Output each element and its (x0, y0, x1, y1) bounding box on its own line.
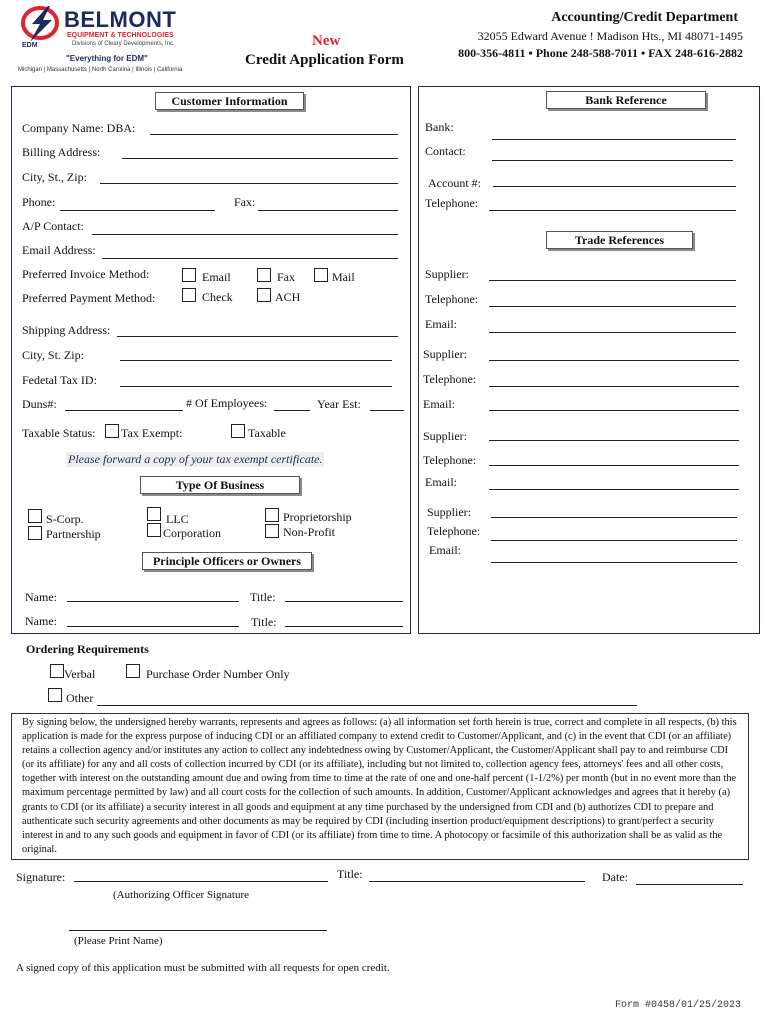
invoice-email-checkbox[interactable] (182, 268, 196, 282)
agreement-text: By signing below, the undersigned hereby warrants, represents and agrees as follows: (a) all information set forth herein is true, correct and complete in all respects, (b) this application is made for the express purpose of inducing CDI or an affiliated company to extend credit to Customer/Applicant, and (c) in the event that CDI (or an affiliate) retains a collection agency and/or institutes any action to collect any indebtedness owing by Customer/Applicant, the Customer/Applicant shall pay to and reimburse CDI (or its affiliate) for any and all costs of collection incurred by CDI (or its affiliate), including but not limited to, collection agency fees, attorneys' fees and all other costs, together with interest on the outstanding amount due and owing from time to time at the rate of one and one-half percent (1-1/2%) per month (but in no event more than the maximum percentage permitted by law) and all court costs for the collection of such amounts. In addition, Customer/Applicant acknowledges and agrees that it hereby (a) grants to CDI (or its affiliate) a security interest in all goods and equipment at any time purchased by the undersigned from CDI and (b) authorizes CDI to prepare and authenticate such security agreements and other documents as may be required by CDI (including insertion product/equipment descriptions) to grant/perfect a security interest in and to any such goods and equipment in favor of CDI (or its affiliate) from time to time. A photocopy or facsimile of this authorization shall be as valid as the original. (22, 717, 737, 855)
employees-label: # Of Employees: (186, 396, 268, 410)
fax-label: Fax: (234, 195, 256, 209)
address: 32055 Edward Avenue ! Madison Hts., MI 48071-1495 (477, 29, 743, 43)
bank-telephone-label: Telephone: (425, 196, 479, 210)
phone-label: Phone: (22, 195, 56, 209)
supplier-telephone-label-2: Telephone: (423, 372, 477, 386)
ordering-requirements-heading: Ordering Requirements (26, 642, 149, 656)
company-name-label: Company Name: DBA: (22, 121, 136, 135)
corporation-checkbox[interactable] (147, 523, 161, 537)
partnership-checkbox[interactable] (28, 526, 42, 540)
bank-contact-label: Contact: (425, 144, 466, 158)
payment-check-checkbox[interactable] (182, 288, 196, 302)
corporation-label: Corporation (163, 526, 221, 540)
fax-field[interactable] (258, 210, 398, 211)
officer-name-field-2[interactable] (67, 626, 239, 627)
supplier-email-label-2: Email: (423, 397, 455, 411)
federal-tax-id-label: Fedetal Tax ID: (22, 373, 97, 387)
officer-name-label-1: Name: (25, 590, 57, 604)
s-corp-label: S-Corp. (46, 512, 84, 526)
date-label: Date: (602, 870, 628, 884)
customer-info-heading: Customer Information (155, 92, 304, 110)
supplier-telephone-field-3[interactable] (489, 465, 739, 466)
supplier-telephone-label-1: Telephone: (425, 292, 479, 306)
supplier-telephone-field-1[interactable] (489, 306, 736, 307)
logo-name: BELMONT (64, 7, 177, 32)
logo-edm: EDM (22, 42, 38, 49)
date-field[interactable] (636, 884, 743, 885)
officer-title-label-2: Title: (251, 615, 277, 629)
duns-field[interactable] (65, 410, 183, 411)
bank-field[interactable] (492, 139, 736, 140)
print-name-field[interactable] (69, 930, 327, 931)
other-label: Other (66, 691, 94, 705)
bank-label: Bank: (425, 120, 454, 134)
form-number: Form #0458/01/25/2023 (615, 1000, 742, 1011)
authorizing-signature-caption: (Authorizing Officer Signature (113, 889, 250, 901)
company-logo (18, 4, 198, 76)
partnership-label: Partnership (46, 527, 101, 541)
supplier-field-4[interactable] (491, 517, 737, 518)
officer-title-field-1[interactable] (285, 601, 403, 602)
officer-name-field-1[interactable] (67, 601, 239, 602)
logo-division: Divisions of Cleary Developments, Inc. (72, 41, 175, 47)
print-name-caption: (Please Print Name) (74, 935, 163, 947)
ap-contact-label: A/P Contact: (22, 219, 84, 233)
supplier-email-label-1: Email: (425, 317, 457, 331)
signature-title-field[interactable] (369, 881, 585, 882)
business-type-heading: Type Of Business (140, 476, 300, 494)
phone-numbers: 800-356-4811 • Phone 248-588-7011 • FAX 248-616-2882 (458, 46, 743, 60)
employees-field[interactable] (274, 410, 310, 411)
shipping-city-field[interactable] (120, 360, 392, 361)
supplier-email-label-3: Email: (425, 475, 457, 489)
lightning-logo-icon (18, 4, 66, 44)
shipping-address-label: Shipping Address: (22, 323, 111, 337)
purchase-order-checkbox[interactable] (126, 664, 140, 678)
company-name-field[interactable] (150, 134, 398, 135)
account-number-label: Account #: (428, 176, 481, 190)
supplier-email-field-2[interactable] (489, 410, 739, 411)
form-title: Credit Application Form (245, 52, 404, 68)
bank-telephone-field[interactable] (489, 210, 736, 211)
invoice-fax-label: Fax (277, 270, 295, 284)
new-label: New (312, 33, 341, 49)
supplier-email-field-1[interactable] (489, 332, 736, 333)
verbal-checkbox[interactable] (50, 664, 64, 678)
signature-label: Signature: (16, 870, 66, 884)
supplier-field-3[interactable] (489, 440, 739, 441)
billing-address-field[interactable] (122, 158, 398, 159)
signature-field[interactable] (74, 881, 328, 882)
supplier-label-1: Supplier: (425, 267, 469, 281)
logo-states: Michigan | Massachusetts | North Carolina | Illinois | California (18, 67, 183, 73)
other-checkbox[interactable] (48, 688, 62, 702)
invoice-email-label: Email (202, 270, 231, 284)
llc-checkbox[interactable] (147, 507, 161, 521)
trade-references-heading: Trade References (546, 231, 693, 249)
officers-heading: Principle Officers or Owners (142, 552, 312, 570)
officer-title-label-1: Title: (250, 590, 276, 604)
phone-field[interactable] (60, 210, 215, 211)
taxable-label: Taxable (248, 426, 286, 440)
other-field[interactable] (97, 705, 637, 706)
shipping-city-label: City, St. Zip: (22, 348, 84, 362)
shipping-address-field[interactable] (117, 336, 398, 337)
department: Accounting/Credit Department (551, 10, 738, 25)
invoice-mail-checkbox[interactable] (314, 268, 328, 282)
invoice-mail-label: Mail (332, 270, 355, 284)
supplier-email-field-4[interactable] (491, 562, 737, 563)
s-corp-checkbox[interactable] (28, 509, 42, 523)
tax-exempt-label: Tax Exempt: (121, 426, 183, 440)
supplier-label-2: Supplier: (423, 347, 467, 361)
signature-title-label: Title: (337, 867, 363, 881)
year-established-label: Year Est: (317, 397, 361, 411)
payment-ach-checkbox[interactable] (257, 288, 271, 302)
payment-ach-label: ACH (275, 290, 301, 304)
ap-contact-field[interactable] (92, 234, 398, 235)
tax-exempt-checkbox[interactable] (105, 424, 119, 438)
logo-subtitle: EQUIPMENT & TECHNOLOGIES (67, 32, 174, 39)
purchase-order-label: Purchase Order Number Only (146, 667, 290, 681)
bank-contact-field[interactable] (492, 160, 733, 161)
tax-exempt-note: Please forward a copy of your tax exempt certificate. (68, 452, 323, 466)
llc-label: LLC (166, 512, 189, 526)
invoice-fax-checkbox[interactable] (257, 268, 271, 282)
proprietorship-label: Proprietorship (283, 510, 352, 524)
signed-copy-note: A signed copy of this application must be submitted with all requests for open credit. (16, 962, 390, 974)
email-address-label: Email Address: (22, 243, 96, 257)
supplier-field-1[interactable] (489, 280, 736, 281)
officer-title-field-2[interactable] (285, 626, 403, 627)
supplier-label-4: Supplier: (427, 505, 471, 519)
supplier-telephone-field-4[interactable] (491, 540, 737, 541)
invoice-method-label: Preferred Invoice Method: (22, 267, 150, 281)
supplier-email-label-4: Email: (429, 543, 461, 557)
officer-name-label-2: Name: (25, 614, 57, 628)
non-profit-checkbox[interactable] (265, 524, 279, 538)
duns-label: Duns#: (22, 397, 57, 411)
non-profit-label: Non-Profit (283, 525, 335, 539)
account-number-field[interactable] (493, 186, 736, 187)
payment-check-label: Check (202, 290, 233, 304)
city-field[interactable] (100, 183, 398, 184)
federal-tax-id-field[interactable] (120, 386, 392, 387)
email-address-field[interactable] (102, 258, 398, 259)
supplier-telephone-field-2[interactable] (489, 386, 739, 387)
payment-method-label: Preferred Payment Method: (22, 291, 156, 305)
supplier-email-field-3[interactable] (489, 489, 739, 490)
verbal-label: Verbal (64, 667, 96, 681)
supplier-telephone-label-4: Telephone: (427, 524, 481, 538)
billing-address-label: Billing Address: (22, 145, 101, 159)
logo-slogan: "Everything for EDM" (66, 54, 148, 63)
city-label: City, St., Zip: (22, 170, 87, 184)
supplier-field-2[interactable] (489, 360, 739, 361)
supplier-telephone-label-3: Telephone: (423, 453, 477, 467)
taxable-status-label: Taxable Status: (22, 426, 96, 440)
year-established-field[interactable] (370, 410, 404, 411)
taxable-checkbox[interactable] (231, 424, 245, 438)
supplier-label-3: Supplier: (423, 429, 467, 443)
proprietorship-checkbox[interactable] (265, 508, 279, 522)
bank-reference-heading: Bank Reference (546, 91, 706, 109)
